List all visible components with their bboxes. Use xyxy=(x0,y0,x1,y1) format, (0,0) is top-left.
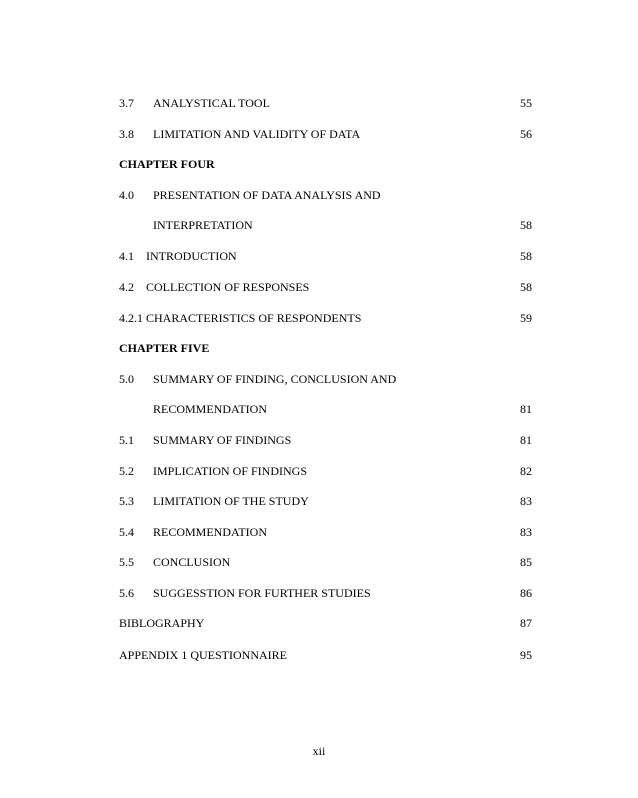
toc-entry-5-4 xyxy=(119,524,532,540)
toc-entry-3-7 xyxy=(119,95,532,111)
chapter-four-heading: CHAPTER FOUR xyxy=(119,157,215,171)
entry-title: COLLECTION OF RESPONSES xyxy=(146,280,310,294)
entry-title: 4.2.1 CHARACTERISTICS OF RESPONDENTS xyxy=(119,311,362,325)
entry-title: IMPLICATION OF FINDINGS xyxy=(153,464,308,478)
entry-page: 86 xyxy=(520,586,532,600)
entry-title: SUMMARY OF FINDING, CONCLUSION AND xyxy=(153,372,397,386)
entry-title: RECOMMENDATION xyxy=(153,402,267,416)
entry-page: 55 xyxy=(520,96,532,110)
toc-entry-5-3 xyxy=(119,493,532,509)
entry-number: 5.1 xyxy=(119,433,134,447)
toc-entry-bibliography xyxy=(119,615,532,631)
entry-number: 4.2 xyxy=(119,280,134,294)
entry-number: 4.0 xyxy=(119,188,134,202)
entry-title: CONCLUSION xyxy=(153,555,231,569)
toc-entry-appendix-1 xyxy=(119,647,532,663)
entry-page: 58 xyxy=(520,249,532,263)
entry-title: LIMITATION AND VALIDITY OF DATA xyxy=(153,127,361,141)
toc-entry-5-0 xyxy=(119,371,532,387)
entry-number: 5.5 xyxy=(119,555,134,569)
entry-page: 85 xyxy=(520,555,532,569)
entry-page: 59 xyxy=(520,311,532,325)
entry-page: 95 xyxy=(520,648,532,662)
toc-entry-4-2-1 xyxy=(119,310,532,326)
entry-number: 3.7 xyxy=(119,96,134,110)
entry-page: 87 xyxy=(520,616,532,630)
entry-number: 5.3 xyxy=(119,494,134,508)
entry-title: SUMMARY OF FINDINGS xyxy=(153,433,292,447)
toc-entry-4-0 xyxy=(119,187,532,203)
entry-page: 81 xyxy=(520,402,532,416)
entry-number: 5.4 xyxy=(119,525,134,539)
entry-page: 58 xyxy=(520,280,532,294)
entry-page: 83 xyxy=(520,525,532,539)
entry-number: 3.8 xyxy=(119,127,134,141)
entry-page: 81 xyxy=(520,433,532,447)
toc-entry-4-0-continued xyxy=(119,217,532,233)
entry-title: ANALYSTICAL TOOL xyxy=(153,96,270,110)
toc-entry-4-2 xyxy=(119,279,532,295)
toc-entry-5-6 xyxy=(119,585,532,601)
entry-number: 5.0 xyxy=(119,372,134,386)
entry-title: SUGGESSTION FOR FURTHER STUDIES xyxy=(153,586,371,600)
toc-entry-5-1 xyxy=(119,432,532,448)
entry-number: 5.6 xyxy=(119,586,134,600)
chapter-five-heading: CHAPTER FIVE xyxy=(119,341,210,355)
entry-title: RECOMMENDATION xyxy=(153,525,267,539)
toc-entry-4-1 xyxy=(119,248,532,264)
toc-entry-5-2 xyxy=(119,463,532,479)
toc-entry-3-8 xyxy=(119,126,532,142)
entry-page: 82 xyxy=(520,464,532,478)
entry-title: APPENDIX 1 QUESTIONNAIRE xyxy=(119,648,287,662)
entry-page: 56 xyxy=(520,127,532,141)
toc-entry-5-5 xyxy=(119,554,532,570)
entry-page: 58 xyxy=(520,218,532,232)
entry-page: 83 xyxy=(520,494,532,508)
entry-number: 4.1 xyxy=(119,249,134,263)
entry-title: LIMITATION OF THE STUDY xyxy=(153,494,309,508)
entry-title: BIBLOGRAPHY xyxy=(119,616,205,630)
toc-entry-5-0-continued xyxy=(119,401,532,417)
page-number: xii xyxy=(312,744,326,758)
entry-title: INTRODUCTION xyxy=(146,249,237,263)
entry-title: INTERPRETATION xyxy=(153,218,253,232)
entry-title: PRESENTATION OF DATA ANALYSIS AND xyxy=(153,188,381,202)
entry-number: 5.2 xyxy=(119,464,134,478)
